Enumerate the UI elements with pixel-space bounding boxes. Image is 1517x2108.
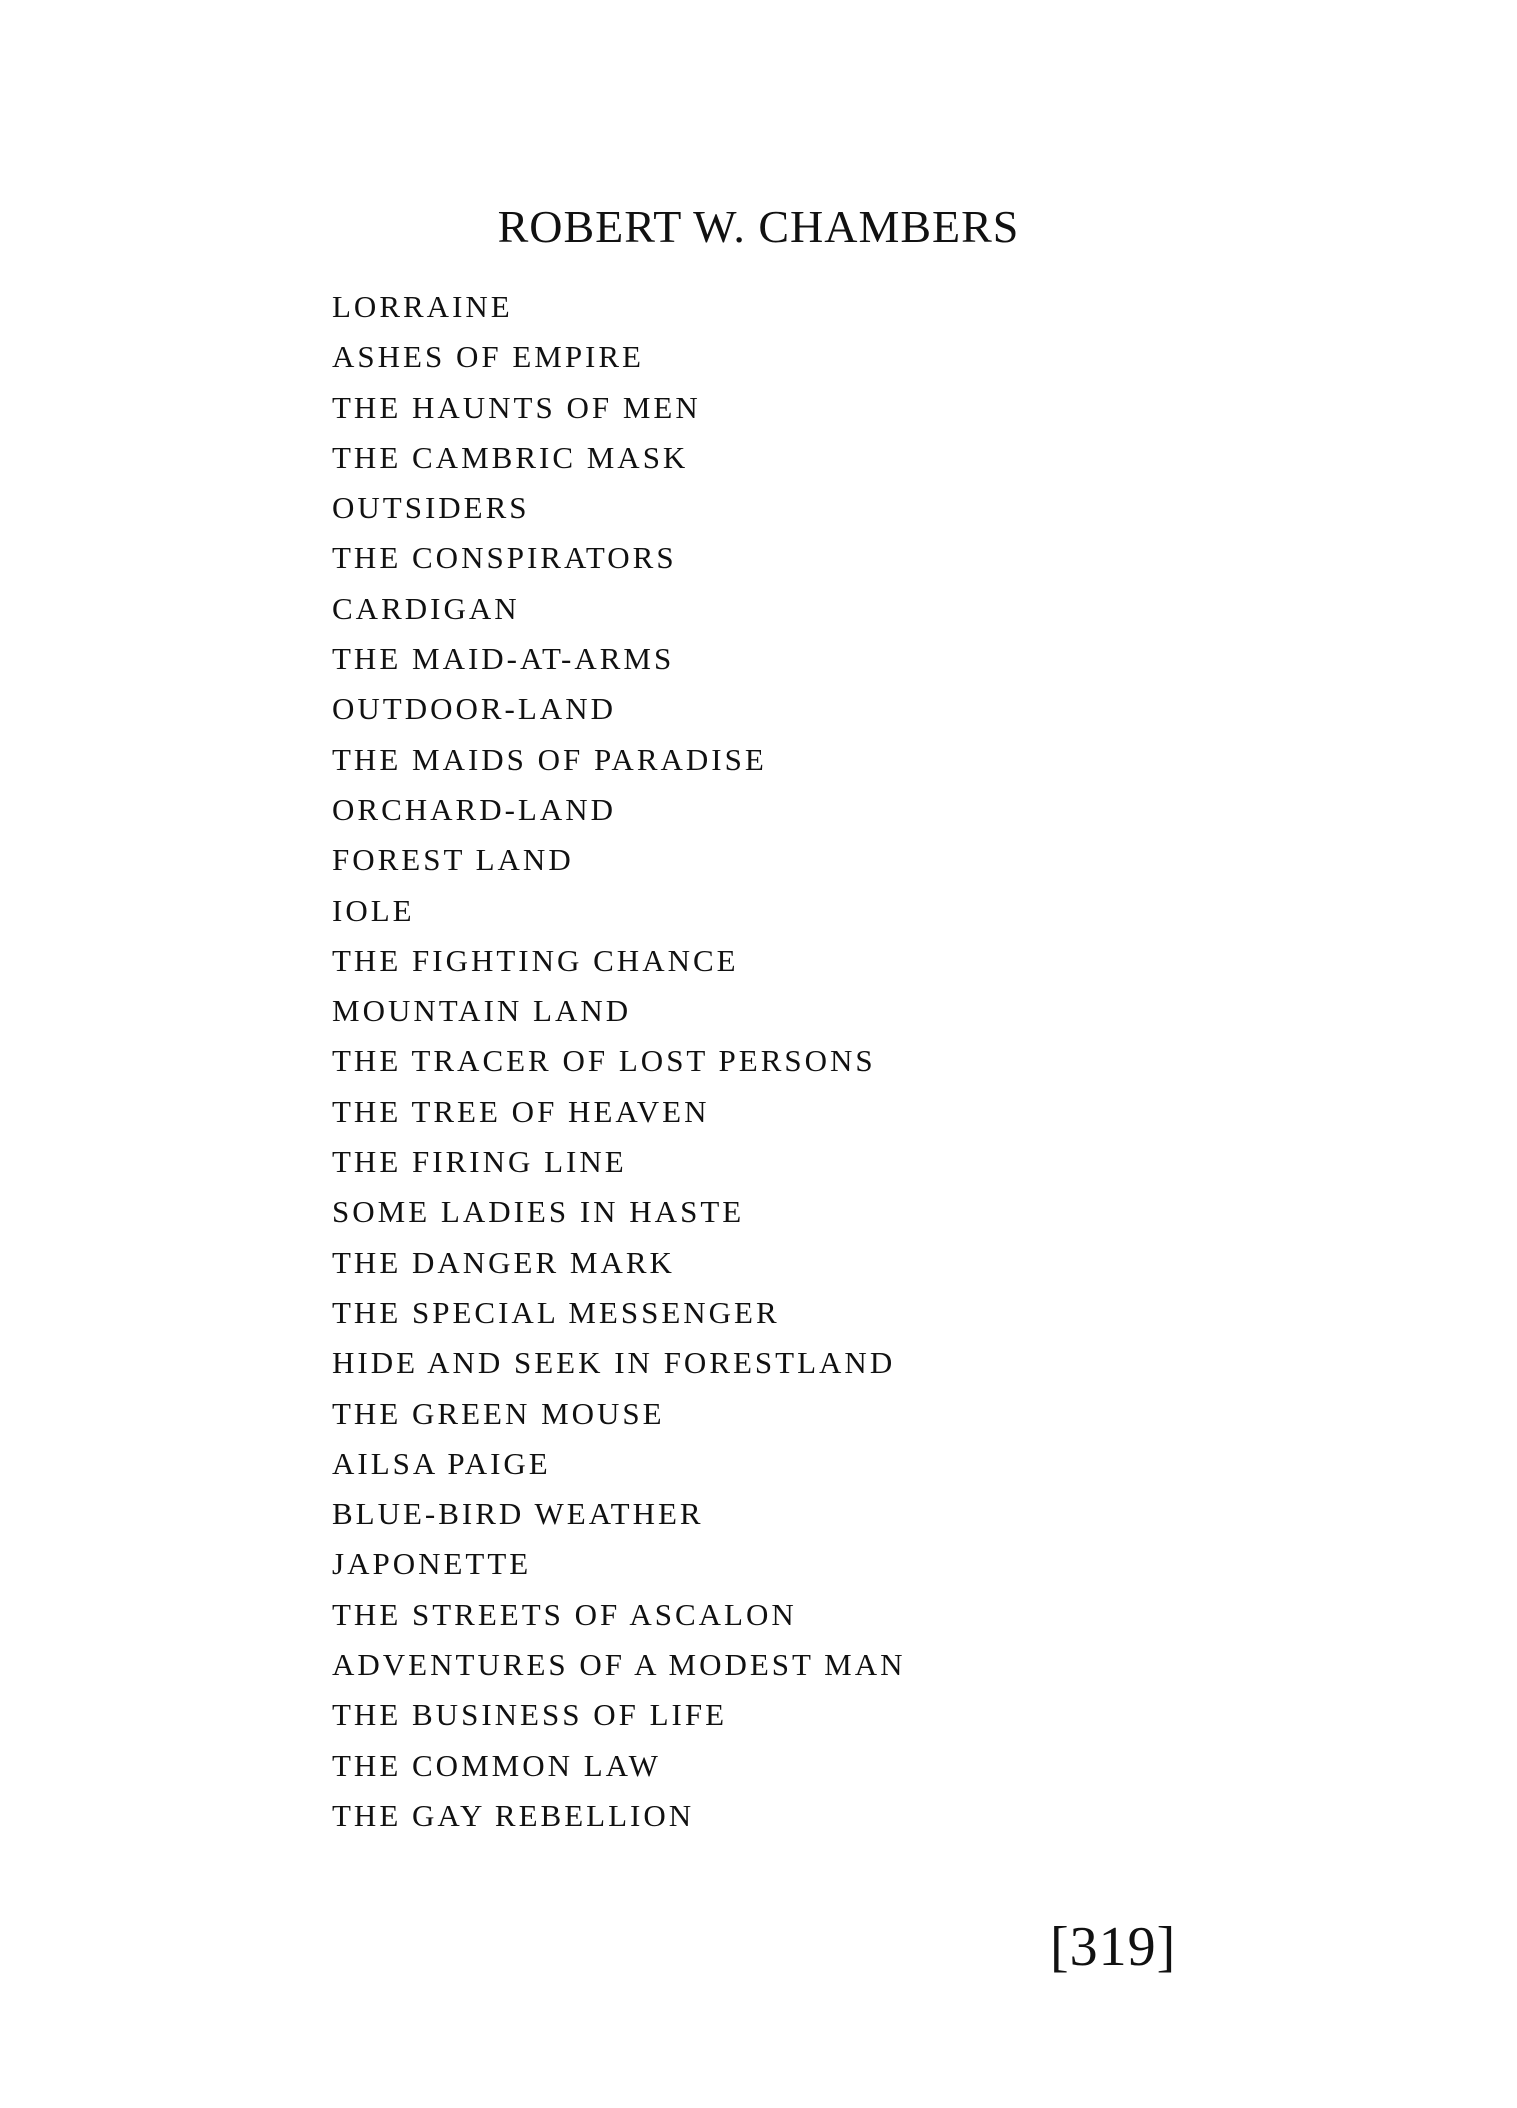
list-item: THE FIRING LINE xyxy=(332,1144,627,1180)
list-item: THE HAUNTS OF MEN xyxy=(332,389,701,425)
list-item: THE TRACER OF LOST PERSONS xyxy=(332,1043,876,1079)
list-item: OUTSIDERS xyxy=(332,490,530,526)
list-item: ASHES OF EMPIRE xyxy=(332,339,644,375)
list-item: AILSA PAIGE xyxy=(332,1445,551,1481)
list-item: FOREST LAND xyxy=(332,842,574,878)
list-item: JAPONETTE xyxy=(332,1546,532,1582)
list-item: LORRAINE xyxy=(332,289,513,324)
list-item: CARDIGAN xyxy=(332,590,520,626)
list-item: THE CAMBRIC MASK xyxy=(332,439,689,475)
list-item: THE CONSPIRATORS xyxy=(332,540,677,576)
list-item: ADVENTURES OF A MODEST MAN xyxy=(332,1647,906,1683)
page-number: [319] xyxy=(1050,1916,1177,1978)
list-item: THE BUSINESS OF LIFE xyxy=(332,1697,728,1733)
list-item: BLUE-BIRD WEATHER xyxy=(332,1496,704,1532)
list-item: THE MAID-AT-ARMS xyxy=(332,641,675,677)
list-item: THE COMMON LAW xyxy=(332,1747,661,1783)
list-item: IOLE xyxy=(332,892,415,928)
list-item: THE STREETS OF ASCALON xyxy=(332,1596,797,1632)
title-list xyxy=(332,282,906,1841)
list-item: THE FIGHTING CHANCE xyxy=(332,942,739,978)
list-item: ORCHARD-LAND xyxy=(332,791,616,827)
list-item: MOUNTAIN LAND xyxy=(332,993,632,1029)
list-item: THE GAY REBELLION xyxy=(332,1797,695,1833)
list-item: THE SPECIAL MESSENGER xyxy=(332,1294,780,1330)
list-item: OUTDOOR-LAND xyxy=(332,691,616,727)
author-heading: ROBERT W. CHAMBERS xyxy=(497,201,1020,252)
list-item: THE GREEN MOUSE xyxy=(332,1395,665,1431)
list-item: THE MAIDS OF PARADISE xyxy=(332,741,767,777)
list-item: HIDE AND SEEK IN FORESTLAND xyxy=(332,1345,896,1381)
list-item: THE TREE OF HEAVEN xyxy=(332,1093,710,1129)
list-item: THE DANGER MARK xyxy=(332,1244,675,1280)
list-item: SOME LADIES IN HASTE xyxy=(332,1194,745,1230)
